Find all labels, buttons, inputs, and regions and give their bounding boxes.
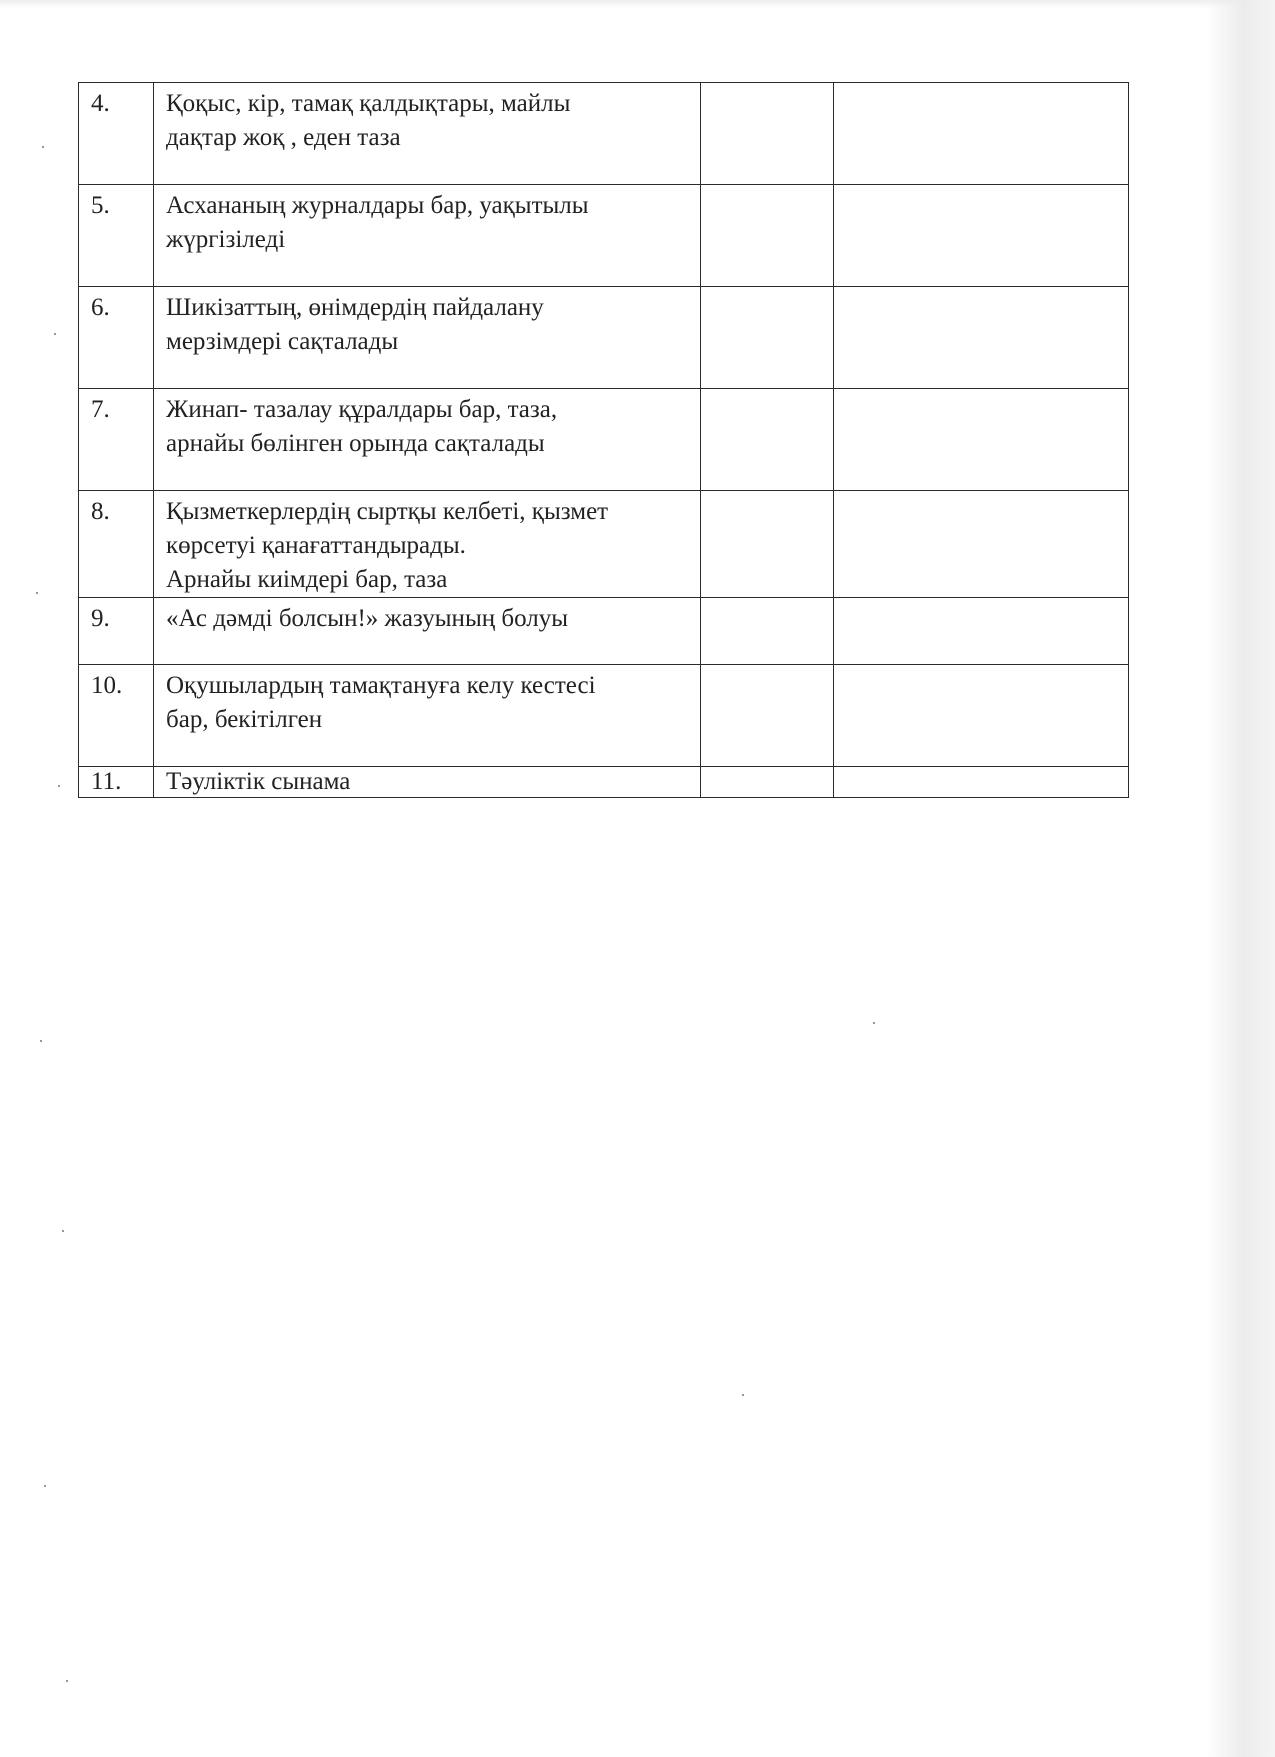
criterion-text-line: Қызметкерлердің сыртқы келбеті, қызмет: [166, 498, 609, 525]
scan-speck: [42, 146, 44, 148]
empty-cell: [701, 185, 834, 287]
row-number: 6.: [79, 287, 154, 389]
criterion-text-line: арнайы бөлінген орында сақталады: [166, 430, 545, 457]
table-row: [79, 491, 1129, 598]
scan-speck: [54, 333, 56, 335]
scan-speck: [44, 1485, 46, 1487]
table-row: [79, 598, 1129, 665]
empty-cell: [834, 185, 1129, 287]
criterion-text-line: көрсетуі қанағаттандырады.: [166, 532, 466, 559]
row-number: 10.: [79, 665, 154, 767]
criterion-cell: [154, 287, 701, 389]
scan-edge-shadow: [1205, 0, 1275, 1757]
scan-speck: [58, 785, 60, 787]
criterion-text-line: Жинап- тазалау құралдары бар, таза,: [166, 396, 558, 423]
scan-speck: [873, 1022, 875, 1024]
empty-cell: [834, 491, 1129, 598]
criterion-text-line: бар, бекітілген: [166, 706, 323, 733]
criterion-text-line: Тәуліктік сынама: [166, 768, 351, 795]
criterion-cell: [154, 83, 701, 185]
criterion-cell: [154, 389, 701, 491]
table-row: [79, 287, 1129, 389]
empty-cell: [701, 83, 834, 185]
criterion-cell: [154, 491, 701, 598]
empty-cell: [834, 287, 1129, 389]
criterion-text-line: Қоқыс, кір, тамақ қалдықтары, майлы: [166, 90, 571, 117]
scan-top-shadow: [0, 0, 1275, 8]
empty-cell: [701, 389, 834, 491]
criterion-cell: [154, 598, 701, 665]
scan-speck: [66, 1680, 68, 1682]
table-row: [79, 767, 1129, 798]
empty-cell: [701, 491, 834, 598]
row-number: 9.: [79, 598, 154, 665]
empty-cell: [834, 83, 1129, 185]
row-number: 7.: [79, 389, 154, 491]
criterion-text-line: мерзімдері сақталады: [166, 328, 399, 355]
empty-cell: [701, 287, 834, 389]
empty-cell: [834, 665, 1129, 767]
empty-cell: [701, 665, 834, 767]
row-number: 8.: [79, 491, 154, 598]
criterion-cell: [154, 767, 701, 798]
empty-cell: [701, 598, 834, 665]
criterion-text-line: Шикізаттың, өнімдердің пайдалану: [166, 294, 544, 321]
empty-cell: [834, 767, 1129, 798]
row-number: 4.: [79, 83, 154, 185]
scan-speck: [742, 1394, 744, 1396]
criterion-text-line: «Ас дәмді болсын!» жазуының болуы: [166, 605, 569, 632]
criterion-cell: [154, 665, 701, 767]
table-row: [79, 389, 1129, 491]
criterion-text-line: Арнайы киімдері бар, таза: [166, 566, 448, 593]
checklist-table: [78, 82, 1129, 798]
table-row: [79, 185, 1129, 287]
criterion-text-line: Асхананың журналдары бар, уақытылы: [166, 192, 589, 219]
scan-speck: [62, 1230, 64, 1232]
empty-cell: [834, 598, 1129, 665]
scan-speck: [40, 1040, 42, 1042]
table-row: [79, 665, 1129, 767]
criterion-text-line: Оқушылардың тамақтануға келу кестесі: [166, 672, 596, 699]
row-number: 5.: [79, 185, 154, 287]
table-row: [79, 83, 1129, 185]
row-number: 11.: [79, 767, 154, 798]
criterion-text-line: дақтар жоқ , еден таза: [166, 124, 401, 151]
criterion-text-line: жүргізіледі: [166, 226, 286, 253]
empty-cell: [701, 767, 834, 798]
criterion-cell: [154, 185, 701, 287]
scan-speck: [36, 592, 38, 594]
empty-cell: [834, 389, 1129, 491]
